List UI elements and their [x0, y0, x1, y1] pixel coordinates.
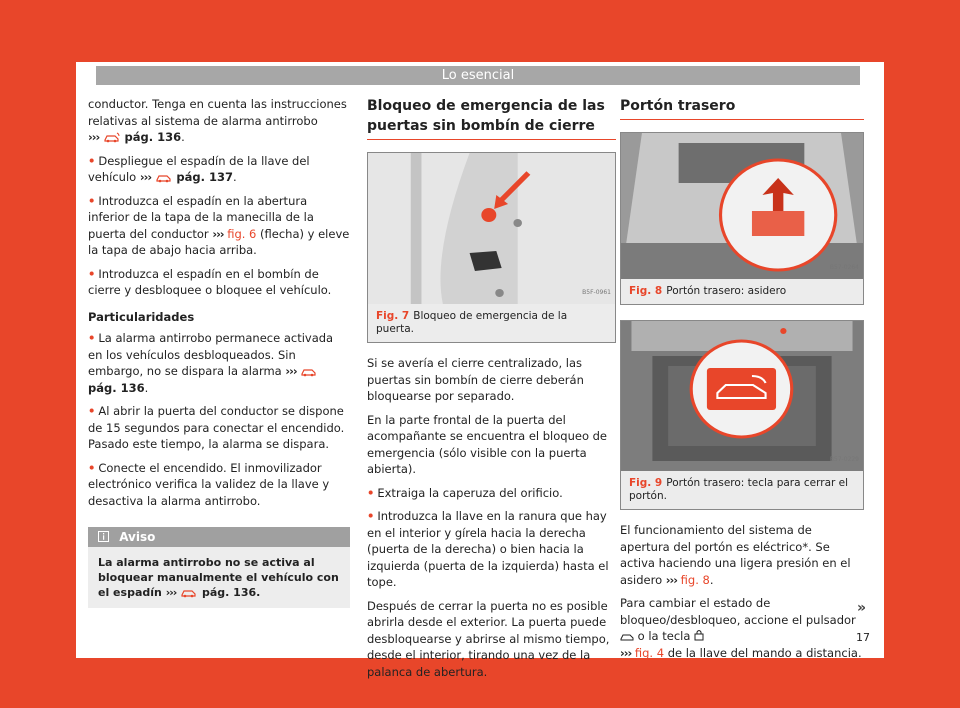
door-lock-illustration — [368, 153, 615, 304]
ref-arrows: ››› — [139, 170, 152, 184]
figure-caption: Fig. 7 Bloqueo de emergencia de la puerta. — [368, 304, 615, 342]
ref-arrows: ››› — [88, 130, 100, 144]
figure-caption: Fig. 9 Portón trasero: tecla para cerrar el portón. — [621, 471, 863, 509]
continue-marker: » — [856, 600, 866, 616]
figure-caption: Fig. 8 Portón trasero: asidero — [621, 279, 863, 304]
page-reference[interactable]: pág. 136 — [201, 586, 257, 599]
figure-code: B5F-0961 — [582, 288, 611, 296]
figure-8-image — [621, 133, 863, 279]
paragraph: El funcionamiento del sistema de apertura del portón es eléctrico*. Se activa haciendo una ligera presión en el asidero ››› fig. 8. — [620, 523, 851, 587]
page-number: 17 — [856, 631, 870, 644]
note-2: • Al abrir la puerta del conductor se dispone de 15 segundos para conectar el encendido. Pasado este tiempo, la alarma se dispara. — [88, 404, 345, 451]
rear-car-illustration — [621, 133, 863, 279]
trunk-button-icon — [620, 632, 634, 641]
figure-reference[interactable]: fig. 8 — [680, 572, 710, 587]
paragraph: Después de cerrar la puerta no es posible abrirla desde el exterior. La puerta puede desbloquearse y abrirse al mismo tiempo, desde el interior, tirando una vez de la palanca de abertura. — [367, 598, 610, 679]
car-alarm-icon — [103, 131, 121, 143]
open-trunk-illustration — [621, 321, 863, 471]
column-2 — [367, 96, 616, 687]
car-alarm-icon — [300, 365, 318, 377]
page — [76, 62, 884, 679]
page-reference[interactable]: pág. 137 — [176, 170, 234, 184]
paragraph: Si se avería el cierre centralizado, las puertas sin bombín de cierre deberán bloquearse por separado. — [367, 356, 584, 403]
subheading: Particularidades — [88, 309, 195, 324]
info-icon — [98, 531, 109, 542]
figure-7-image — [368, 153, 615, 304]
figure-reference[interactable]: fig. 4 — [634, 645, 665, 660]
notice-box — [88, 527, 350, 608]
note-3: • Conecte el encendido. El inmovilizador electrónico verifica la validez de la llave y desactiva la alarma antirrobo. — [88, 460, 330, 508]
page-reference[interactable]: pág. 136 — [88, 380, 145, 395]
notice-body: La alarma antirrobo no se activa al bloquear manualmente el vehículo con el espadín ››› pág. 136. — [98, 556, 339, 599]
lock-icon — [694, 629, 704, 641]
step-1: • Despliegue el espadín de la llave del vehículo ››› pág. 137. — [88, 153, 310, 184]
figure-code: B57-0229 — [829, 455, 859, 463]
car-alarm-icon — [155, 171, 173, 183]
note-1: • La alarma antirrobo permanece activada en los vehículos desbloqueados. Sin embargo, no se dispara la alarma ››› pág. 136. — [88, 331, 334, 395]
figure-8 — [620, 132, 864, 305]
step-2: • Introduzca la llave en la ranura que hay en el interior y gírela hacia la derecha (puerta de la derecha) o bien hacia la izquierda (puerta de la izquierda) hasta el tope. — [367, 509, 609, 589]
paragraph: Para cambiar el estado de bloqueo/desbloqueo, accione el pulsador o la tecla ››› fig. 4 de la llave del mando a distancia. — [620, 596, 862, 660]
step-1: • Extraiga la caperuza del orificio. — [367, 485, 563, 500]
column-3 — [620, 96, 864, 668]
section-title: Portón trasero — [620, 96, 864, 120]
step-2: • Introduzca el espadín en la abertura inferior de la tapa de la manecilla de la puerta del conductor ››› fig. 6 (flecha) y eleve la tapa de abajo hacia arriba. — [88, 193, 350, 257]
step-3: • Introduzca el espadín en el bombín de cierre y desbloquee o bloquee el vehículo. — [88, 266, 332, 297]
page-reference[interactable]: pág. 136 — [124, 130, 182, 144]
intro-paragraph: conductor. Tenga en cuenta las instrucciones relativas al sistema de alarma antirrobo ››› pág. 136. — [88, 97, 347, 144]
figure-9-image — [621, 321, 863, 471]
figure-reference[interactable]: fig. 6 — [227, 226, 257, 241]
car-alarm-icon — [180, 586, 198, 598]
notice-header: Aviso — [88, 527, 350, 547]
chapter-header: Lo esencial — [96, 66, 860, 85]
section-title: Bloqueo de emergencia de las puertas sin bombín de cierre — [367, 96, 616, 140]
figure-9 — [620, 320, 864, 510]
column-1 — [88, 96, 350, 608]
paragraph: En la parte frontal de la puerta del acompañante se encuentra el bloqueo de emergencia (sólo visible con la puerta abierta). — [367, 412, 608, 476]
figure-code: B57-0264 — [829, 263, 859, 271]
figure-7 — [367, 152, 616, 343]
